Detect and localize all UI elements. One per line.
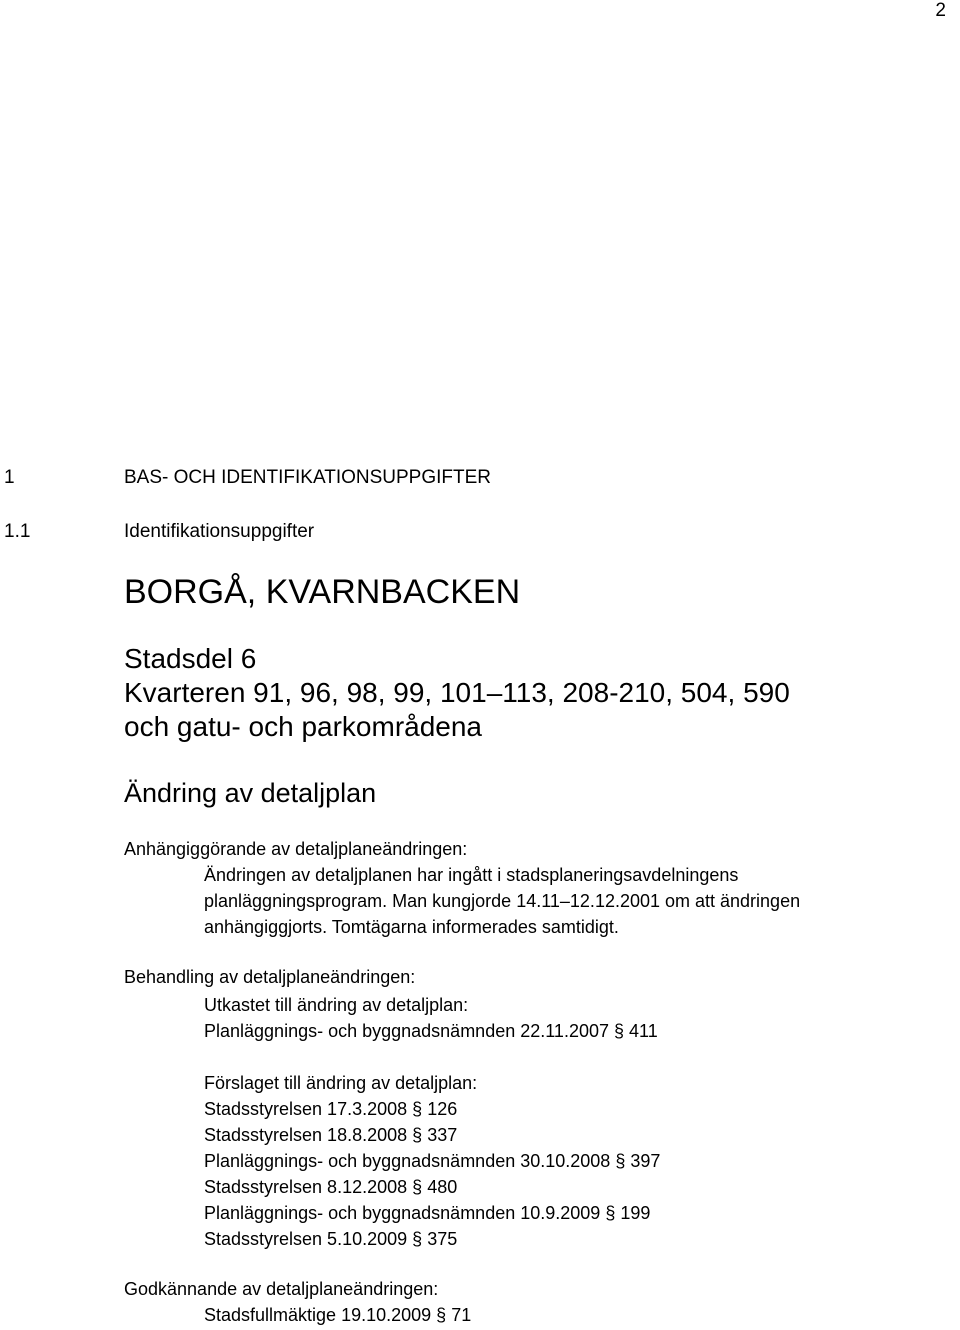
heading1-number: 1 [4, 467, 15, 488]
entry-para: 411 [629, 1021, 658, 1041]
proposal-entry [204, 1148, 660, 1174]
entry-body: Stadsstyrelsen 8.12.2008 [204, 1177, 408, 1197]
entry-body: Planläggnings- och byggnadsnämnden 22.11.2007 [204, 1021, 609, 1041]
pending-label: Anhängiggörande av detaljplaneändringen: [124, 839, 468, 859]
approval-entry [204, 1302, 471, 1328]
heading2-number: 1.1 [4, 521, 31, 542]
pending-line: anhängiggjorts. Tomtägarna informerades samtidigt. [204, 917, 619, 937]
entry-para: 375 [427, 1229, 458, 1249]
proposal-entry [204, 1096, 457, 1122]
paragraph-sign-icon: § [412, 1229, 423, 1249]
entry-para: 480 [427, 1177, 458, 1197]
subtitle-line: Kvarteren 91, 96, 98, 99, 101–113, 208-210, 504, 590 [124, 677, 790, 708]
entry-body: Stadsfullmäktige 19.10.2009 [204, 1305, 432, 1325]
draft-entry [204, 1018, 658, 1044]
entry-body: Stadsstyrelsen 18.8.2008 [204, 1125, 408, 1145]
subtitle-line: och gatu- och parkområdena [124, 711, 482, 742]
entry-body: Stadsstyrelsen 5.10.2009 [204, 1229, 408, 1249]
paragraph-sign-icon: § [412, 1177, 423, 1197]
heading1-text: BAS- OCH IDENTIFIKATIONSUPPGIFTER [124, 467, 492, 488]
proposal-entry [204, 1122, 457, 1148]
draft-label: Utkastet till ändring av detaljplan: [204, 995, 469, 1015]
paragraph-sign-icon: § [436, 1305, 447, 1325]
paragraph-sign-icon: § [614, 1021, 625, 1041]
pending-line: Ändringen av detaljplanen har ingått i stadsplaneringsavdelningens [204, 865, 739, 885]
document-title: BORGÅ, KVARNBACKEN [124, 573, 521, 611]
proposal-entry [204, 1226, 457, 1252]
subtitle-line: Stadsdel 6 [124, 643, 257, 674]
paragraph-sign-icon: § [412, 1125, 423, 1145]
section-title: Ändring av detaljplan [124, 778, 377, 808]
entry-body: Stadsstyrelsen 17.3.2008 [204, 1099, 408, 1119]
heading2-text: Identifikationsuppgifter [124, 521, 315, 542]
paragraph-sign-icon: § [412, 1099, 423, 1119]
approval-label: Godkännande av detaljplaneändringen: [124, 1279, 439, 1299]
entry-body: Planläggnings- och byggnadsnämnden 10.9.2009 [204, 1203, 601, 1223]
proposal-label: Förslaget till ändring av detaljplan: [204, 1073, 478, 1093]
paragraph-sign-icon: § [615, 1151, 626, 1171]
proposal-entry [204, 1174, 457, 1200]
proposal-entry [204, 1200, 650, 1226]
entry-para: 337 [427, 1125, 458, 1145]
entry-para: 397 [630, 1151, 661, 1171]
entry-para: 126 [427, 1099, 458, 1119]
paragraph-sign-icon: § [605, 1203, 616, 1223]
processing-label: Behandling av detaljplaneändringen: [124, 967, 416, 987]
pending-line: planläggningsprogram. Man kungjorde 14.11–12.12.2001 om att ändringen [204, 891, 801, 911]
entry-para: 71 [451, 1305, 472, 1325]
entry-para: 199 [620, 1203, 651, 1223]
page-number: 2 [935, 0, 946, 21]
entry-body: Planläggnings- och byggnadsnämnden 30.10.2008 [204, 1151, 611, 1171]
